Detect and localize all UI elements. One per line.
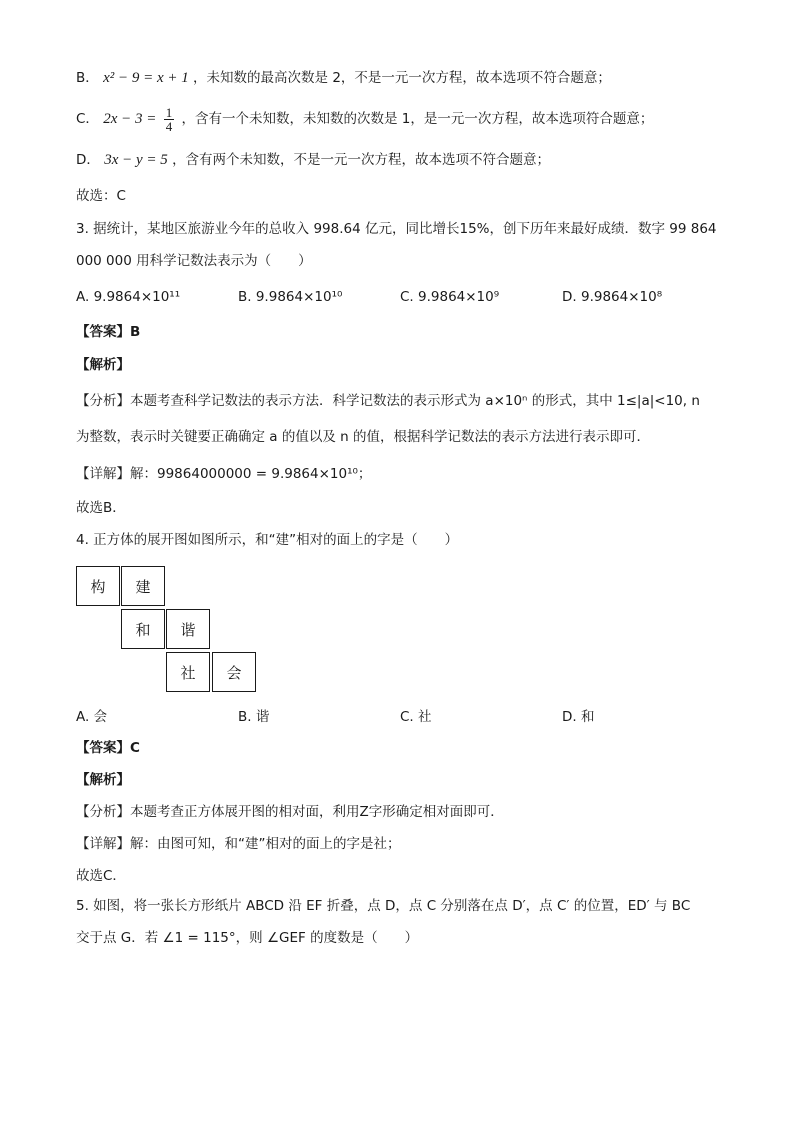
option-c-prefix: C．: [76, 111, 99, 127]
q4-detail: 【详解】解：由图可知，和“建”相对的面上的字是社；: [76, 836, 401, 852]
q4-jiexi: 【解析】: [76, 772, 130, 788]
q4-option-a: A. 会: [76, 709, 108, 725]
option-b-explanation: [76, 68, 611, 88]
q5-stem-line2: 交于点 G．若 ∠1 = 115°，则 ∠GEF 的度数是（ ）: [76, 930, 419, 946]
q2-choose: 故选：C: [76, 188, 126, 204]
net-cell-xie: 谐: [166, 609, 210, 649]
q3-answer: 【答案】B: [76, 324, 141, 340]
option-d-prefix: D．: [76, 152, 100, 168]
option-d-equation: 3x − y = 5: [104, 152, 168, 168]
net-cell-he: 和: [121, 609, 165, 649]
q4-stem: 4. 正方体的展开图如图所示，和“建”相对的面上的字是（ ）: [76, 532, 459, 548]
q4-option-d: D. 和: [562, 709, 595, 725]
q4-option-c: C. 社: [400, 709, 432, 725]
net-cell-she: 社: [166, 652, 210, 692]
net-cell-gou: 构: [76, 566, 120, 606]
net-cell-jian: 建: [121, 566, 165, 606]
option-b-equation: x² − 9 = x + 1: [103, 70, 189, 86]
q5-stem-line1: 5. 如图，将一张长方形纸片 ABCD 沿 EF 折叠，点 D，点 C 分别落在点 D′，点 C′ 的位置，ED′ 与 BC: [76, 898, 691, 914]
option-d-text: ，含有两个未知数，不是一元一次方程，故本选项不符合题意；: [172, 152, 551, 168]
q3-jiexi: 【解析】: [76, 357, 130, 373]
q3-detail: 【详解】解：99864000000 = 9.9864×10¹⁰；: [76, 466, 372, 482]
q3-option-b: B. 9.9864×10¹⁰: [238, 289, 343, 305]
net-cell-hui: 会: [212, 652, 256, 692]
q3-choose: 故选B．: [76, 500, 126, 516]
option-d-explanation: [76, 150, 550, 170]
q3-stem-line1: 3. 据统计，某地区旅游业今年的总收入 998.64 亿元，同比增长15%，创下历年来最好成绩．数字 99 864: [76, 221, 717, 237]
option-c-explanation: [76, 104, 653, 134]
q4-analysis: 【分析】本题考查正方体展开图的相对面，利用Z字形确定相对面即可．: [76, 804, 504, 820]
cube-net-diagram: [76, 566, 258, 692]
fraction-numerator: 1: [165, 104, 173, 120]
q4-choose: 故选C．: [76, 868, 126, 884]
q3-option-d: D. 9.9864×10⁸: [562, 289, 663, 305]
q3-analysis-line1: 【分析】本题考查科学记数法的表示方法．科学记数法的表示形式为 a×10ⁿ 的形式，其中 1≤|a|<10, n: [76, 393, 700, 409]
q3-option-a: A. 9.9864×10¹¹: [76, 289, 181, 305]
option-c-text: ，含有一个未知数，未知数的次数是 1，是一元一次方程，故本选项符合题意；: [181, 111, 654, 127]
option-c-fraction: [164, 106, 175, 133]
fraction-denominator: 4: [165, 118, 173, 134]
option-c-equation-left: 2x − 3 =: [103, 111, 157, 127]
q3-option-c: C. 9.9864×10⁹: [400, 289, 500, 305]
q4-option-b: B. 谐: [238, 709, 270, 725]
option-b-text: ，未知数的最高次数是 2，不是一元一次方程，故本选项不符合题意；: [193, 70, 611, 86]
option-b-prefix: B．: [76, 70, 99, 86]
q4-answer: 【答案】C: [76, 740, 140, 756]
q3-analysis-line2: 为整数，表示时关键要正确确定 a 的值以及 n 的值，根据科学记数法的表示方法进行表示即可．: [76, 429, 650, 445]
q3-stem-line2: 000 000 用科学记数法表示为（ ）: [76, 253, 312, 269]
